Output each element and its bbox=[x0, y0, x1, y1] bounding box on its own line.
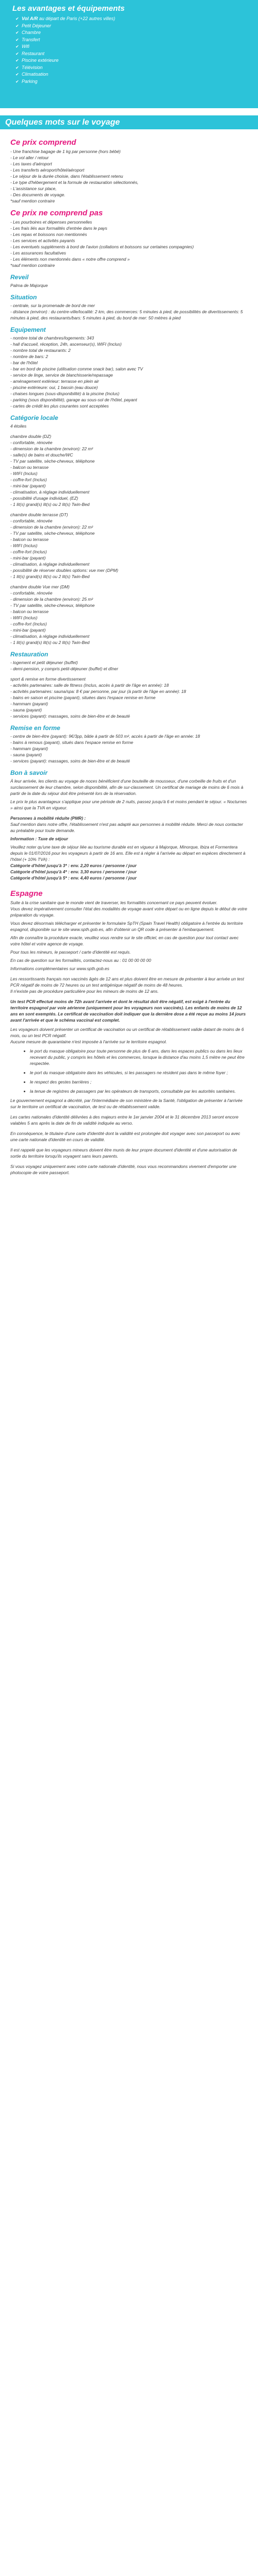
advantage-item-bold: Vol A/R bbox=[22, 16, 38, 21]
text-line: Les voyageurs doivent présenter un certificat de vaccination ou un certificat de rétablissement valide datant de moins de 6 mois, ou un test PCR négatif. bbox=[10, 1027, 244, 1038]
advantage-item bbox=[12, 23, 246, 30]
text-line: - balcon ou terrasse bbox=[10, 537, 49, 542]
espagne-intro: Suite à la crise sanitaire que le monde vient de traverser, les formalités concernant ce pays peuvent évoluer. bbox=[10, 900, 218, 905]
text-line: - activités partenaires: salle de fitness (Inclus, accès à partir de l'âge en année): 18 bbox=[10, 683, 169, 688]
text-line: Afin de connaître la procédure exacte, veuillez vous rendre sur le site officiel, en cas de question pour tout contact avec votre hôtel et votre agence de voyage. bbox=[10, 935, 239, 946]
advantages-list bbox=[12, 15, 246, 85]
bon-savoir-title: Bon à savoir bbox=[10, 769, 48, 776]
text-line: - 1 lit(s) grand(s) lit(s) ou 2 lit(s) Twin-Bed bbox=[10, 640, 90, 645]
text-line: Il est rappelé que les voyageurs mineurs doivent être munis de leur propre document d'identité et d'une autorisation de sortie du territoire lorsqu'ils voyagent sans leurs parents. bbox=[10, 1147, 237, 1159]
advantage-item-label: Transfert bbox=[22, 37, 40, 42]
text-line: - cartes de crédit les plus courantes sont acceptées bbox=[10, 403, 109, 409]
prix-comprend-list bbox=[10, 148, 248, 204]
text-line: - dimension de la chambre (environ): 22 m² bbox=[10, 524, 93, 530]
text-line: En cas de question sur les formalités, contactez-nous au : 01 00 00 00 00 bbox=[10, 958, 151, 963]
text-line: Les ressortissants français non vaccinés âgés de 12 ans et plus doivent être en mesure de présenter à leur arrivée un test PCR négatif de moins de 72 heures ou un test antigénique négatif de moins de 48 heures. bbox=[10, 976, 244, 988]
quelques-mots-box bbox=[0, 115, 258, 129]
advantage-item-label: Télévision bbox=[22, 64, 43, 70]
text-line: - nombre total de chambres/logements: 343 bbox=[10, 335, 94, 341]
text-line: - climatisation, à réglage individuellement bbox=[10, 634, 90, 639]
advantage-item bbox=[12, 15, 246, 23]
spa-text bbox=[10, 676, 248, 719]
check-icon: ✔ bbox=[15, 37, 19, 42]
chambre-double-terrasse-title: chambre double terrasse (DT) bbox=[10, 512, 68, 517]
espagne-lines3 bbox=[10, 1026, 248, 1045]
text-line: - distance (environ) : du centre-ville/localité: 2 km, des commerces: 5 minutes à pied, de possibilités de divertissements: 5 minutes à pied, des restaurants/bars: 5 minutes à pied, du bord de mer: 50 mètres à pied bbox=[10, 309, 243, 320]
text-line: - possibilité de réserver doubles options: vue mer (DPM) bbox=[10, 568, 118, 573]
text-line: - TV par satellite, sèche-cheveux, téléphone bbox=[10, 459, 95, 464]
text-line: - Le vol aller / retour bbox=[10, 155, 49, 160]
text-line: - bar en bord de piscine (utilisation comme snack bar), salon avec TV bbox=[10, 366, 143, 371]
check-icon: ✔ bbox=[15, 65, 19, 70]
text-line: - confortable, rénovée bbox=[10, 518, 53, 523]
text-line: - piscine extérieure: oui, 1 bassin (eau douce) bbox=[10, 385, 98, 390]
text-line: - Les éléments non mentionnés dans « notre offre comprend » bbox=[10, 257, 130, 262]
chambre-double-vue-mer-title: chambre double Vue mer (DM) bbox=[10, 584, 70, 589]
text-line: - centre de bien-être (payant): 9€/3pp, bâtie à partir de 503 m², accès à partir de l'âge en année: 18 bbox=[10, 734, 200, 739]
advantage-item-label: Restaurant bbox=[22, 50, 45, 56]
text-line: Le gouvernement espagnol a décrété, par l'intermédiaire de son ministère de la Santé, l'obligation de présenter à l'arrivée sur le territoire un certificat de vaccination, de test ou de rétablissement valide. bbox=[10, 1098, 243, 1109]
prix-ne-comprend-title: Ce prix ne comprend pas bbox=[10, 209, 103, 217]
advantage-item bbox=[12, 43, 246, 50]
text-line: 4 étoiles bbox=[10, 423, 27, 429]
check-icon: ✔ bbox=[15, 79, 19, 84]
text-line: - service de linge, service de blanchisserie/repassage bbox=[10, 372, 113, 378]
advantages-box bbox=[0, 0, 258, 108]
text-line: Information : Taxe de séjour bbox=[10, 836, 68, 841]
text-line: - hall d'accueil, réception, 24h, ascenseur(s), WIFI (Inclus) bbox=[10, 342, 122, 347]
text-line: - possibilité d'usage individuel, (EZ) bbox=[10, 496, 78, 501]
text-line: - aménagement extérieur: terrasse en plein air bbox=[10, 379, 99, 384]
text-line: - TV par satellite, sèche-cheveux, téléphone bbox=[10, 603, 95, 608]
text-line: - climatisation, à réglage individuellement bbox=[10, 562, 90, 567]
restauration-list bbox=[10, 659, 248, 672]
chambre-double-list bbox=[10, 439, 248, 507]
advantage-item-label: Petit Déjeuner bbox=[22, 23, 52, 28]
reveil-text bbox=[10, 282, 248, 289]
bullet-item: • le port du masque obligatoire pour toute personne de plus de 6 ans, dans les espaces publics ou dans les lieux recevant du public, y compris les hôtels et les commerces, lorsque la distance d'au moins 1,5 mètre ne peut être respectée. bbox=[30, 1048, 248, 1066]
text-line: - Les assurances facultatives bbox=[10, 250, 66, 256]
check-icon: ✔ bbox=[15, 51, 19, 56]
remise-forme-list bbox=[10, 733, 248, 764]
text-line: Catégorie d'hôtel jusqu'à 3* : env. 2,20 euros / personne / jour bbox=[10, 863, 137, 868]
advantage-item bbox=[12, 37, 246, 44]
check-icon: ✔ bbox=[15, 30, 19, 35]
text-line: - nombre de bars: 2 bbox=[10, 354, 49, 359]
text-line: Palma de Majorque bbox=[10, 283, 48, 288]
reveil-title: Reveil bbox=[10, 274, 29, 281]
content bbox=[0, 129, 258, 1176]
advantage-item bbox=[12, 50, 246, 58]
text-line: - WIFI (Inclus) bbox=[10, 543, 38, 548]
advantage-item bbox=[12, 71, 246, 78]
check-icon: ✔ bbox=[15, 16, 19, 21]
text-line: - salle(s) de bains et douche/WC bbox=[10, 452, 73, 457]
text-line: En conséquence, le titulaire d'une carte d'identité dont la validité est prolongée doit voyager avec son passeport ou avec une carte nationale d'identité en cours de validité. bbox=[10, 1131, 240, 1142]
prix-comprend-title: Ce prix comprend bbox=[10, 138, 76, 147]
check-icon: ✔ bbox=[15, 44, 19, 49]
text-line: Veuillez noter qu'une taxe de séjour liée au tourisme durable est en vigueur à Majorque, Minorque, Ibiza et Formentera depuis le 01/07/2016 pour les voyageurs à partir de 16 ans. Elle est à régler à l'arrivée au départ en espèces directement à l'hôtel (+ 10% TVA) : bbox=[10, 844, 246, 862]
text-line: - confortable, rénovée bbox=[10, 440, 53, 445]
text-line: Catégorie d'hôtel jusqu'à 5* : env. 4,40 euros / personne / jour bbox=[10, 875, 137, 880]
text-line: Aucune mesure de quarantaine n'est imposée à l'arrivée sur le territoire espagnol. bbox=[10, 1039, 167, 1044]
advantage-item bbox=[12, 57, 246, 64]
text-line: - confortable, rénovée bbox=[10, 590, 53, 596]
chambre-double-terrasse-list bbox=[10, 518, 248, 580]
text-line: Vous devez impérativement consulter l'état des modalités de voyage avant votre départ ou en ligne depuis le début de votre préparation du voyage. bbox=[10, 906, 247, 918]
espagne-lines4 bbox=[10, 1097, 248, 1176]
text-line: Informations complémentaires sur www.spth.gob.es bbox=[10, 966, 109, 971]
advantage-item-label: au départ de Paris (+22 autres villes) bbox=[38, 16, 116, 21]
text-line: - mini-bar (payant) bbox=[10, 483, 46, 488]
text-line: *sauf mention contraire bbox=[10, 263, 55, 268]
advantage-item bbox=[12, 29, 246, 37]
chambre-double-title: chambre double (DZ) bbox=[10, 434, 52, 439]
quelques-mots-title: Quelques mots sur le voyage bbox=[5, 118, 120, 127]
text-line: Vous devez désormais télécharger et présenter le formulaire SpTH (Spain Travel Health) obligatoire à l'entrée du territoire espagnol, disponible sur le site www.spth.gob.es, afin d'obtenir un QR code à présenter à l'embarquement. bbox=[10, 921, 243, 932]
text-line: - Les repas et boissons non mentionnés bbox=[10, 232, 87, 237]
text-line: - sauna (payant) bbox=[10, 752, 42, 757]
personnes-mobilite-text bbox=[10, 821, 248, 881]
text-line: - chaises longues (sous-disponibilité) à la piscine (Inclus) bbox=[10, 391, 120, 396]
page bbox=[0, 0, 258, 1176]
text-line: Si vous voyagez uniquement avec votre carte nationale d'identité, nous vous recommandons vivement d'emporter une photocopie de votre passeport. bbox=[10, 1164, 237, 1175]
espagne-title: Espagne bbox=[10, 889, 43, 898]
equipement-title: Equipement bbox=[10, 326, 46, 333]
equipement-list bbox=[10, 335, 248, 409]
text-line: - balcon ou terrasse bbox=[10, 609, 49, 614]
text-line: - mini-bar (payant) bbox=[10, 555, 46, 561]
text-line: - 1 lit(s) grand(s) lit(s) ou 2 lit(s) Twin-Bed bbox=[10, 502, 90, 507]
text-line: Le prix le plus avantageux s'applique pour une période de 2 nuits, passez jusqu'à 6 et moins pendant le séjour. « Nocturnes » ainsi que la TVA en vigueur. bbox=[10, 799, 247, 810]
restauration-title: Restauration bbox=[10, 651, 49, 658]
text-line: - dimension de la chambre (environ): 25 m² bbox=[10, 597, 93, 602]
bullet-item: • la tenue de registres de passagers par les opérateurs de transports, consultable par les autorités sanitaires. bbox=[30, 1088, 248, 1094]
text-line: - TV par satellite, sèche-cheveux, téléphone bbox=[10, 531, 95, 536]
categorie-text bbox=[10, 423, 248, 429]
text-line: - mini-bar (payant) bbox=[10, 628, 46, 633]
text-line: - Les taxes d'aéroport bbox=[10, 161, 52, 166]
text-line: - dimension de la chambre (environ): 22 m² bbox=[10, 446, 93, 451]
text-line: - WIFI (Inclus) bbox=[10, 471, 38, 476]
text-line: - Des documents de voyage. bbox=[10, 192, 66, 197]
text-line: - balcon ou terrasse bbox=[10, 465, 49, 470]
personnes-mobilite-title: Personnes à mobilité réduite (PMR) : bbox=[10, 816, 86, 821]
bullet-item: • le port du masque obligatoire dans les véhicules, si les passagers ne résident pas dans le même foyer ; bbox=[30, 1070, 248, 1076]
advantage-item bbox=[12, 78, 246, 86]
text-line: - coffre-fort (Inclus) bbox=[10, 477, 47, 482]
advantage-item bbox=[12, 64, 246, 72]
text-line: - centrale, sur la promenade de bord de mer bbox=[10, 303, 95, 308]
prix-ne-comprend-list bbox=[10, 219, 248, 268]
text-line: - parking (sous disponibilité), garage au sous-sol de l'hôtel, payant bbox=[10, 397, 137, 402]
text-line: - logement et petit déjeuner (buffet) bbox=[10, 660, 78, 665]
text-line: - Une franchise bagage de 1 kg par personne (hors bébé) bbox=[10, 149, 121, 154]
text-line: - demi-pension, y compris petit-déjeuner (buffet) et dîner bbox=[10, 666, 119, 671]
text-line: - WIFI (Inclus) bbox=[10, 615, 38, 620]
chambre-double-vue-mer-list bbox=[10, 590, 248, 646]
text-line: - bar de l'hôtel bbox=[10, 360, 38, 365]
text-line: - nombre total de restaurants: 2 bbox=[10, 348, 71, 353]
espagne-lines1 bbox=[10, 906, 248, 972]
text-line: - coffre-fort (Inclus) bbox=[10, 549, 47, 554]
check-icon: ✔ bbox=[15, 72, 19, 77]
check-icon: ✔ bbox=[15, 23, 19, 28]
advantage-item-label: Chambre bbox=[22, 30, 41, 35]
text-line: - Le séjour de la durée choisie, dans l'établissement retenu bbox=[10, 174, 123, 179]
text-line: - services (payant): massages, soins de bien-être et de beauté bbox=[10, 758, 130, 764]
text-line: - Les eventuels suppléments à bord de l'avion (collations et boissons sur certaines compagnies) bbox=[10, 244, 194, 249]
advantage-item-label: Climatisation bbox=[22, 72, 49, 77]
text-line: - Les pourboires et dépenses personnelles bbox=[10, 219, 92, 225]
situation-text bbox=[10, 302, 248, 321]
text-line: - sauna (payant) bbox=[10, 707, 42, 713]
bon-savoir-text bbox=[10, 778, 248, 811]
advantage-item-label: Wifi bbox=[22, 44, 29, 49]
text-line: *sauf mention contraire bbox=[10, 198, 55, 204]
text-line: - climatisation, à réglage individuellement bbox=[10, 489, 90, 495]
text-line: - 1 lit(s) grand(s) lit(s) ou 2 lit(s) Twin-Bed bbox=[10, 574, 90, 579]
text-line: Catégorie d'hôtel jusqu'à 4* : env. 3,30 euros / personne / jour bbox=[10, 869, 137, 874]
text-line: sport & remise en forme divertissement bbox=[10, 676, 86, 682]
text-line: - L'assistance sur place, bbox=[10, 186, 57, 191]
advantage-item-label: Parking bbox=[22, 78, 38, 84]
check-icon: ✔ bbox=[15, 58, 19, 63]
espagne-bullets bbox=[30, 1048, 248, 1094]
text-line: - Les services et activités payants bbox=[10, 238, 75, 243]
text-line: - hammam (payant) bbox=[10, 701, 49, 706]
situation-title: Situation bbox=[10, 294, 37, 301]
advantage-item-label: Piscine extérieure bbox=[22, 58, 59, 63]
categorie-title: Catégorie locale bbox=[10, 414, 58, 421]
text-line: - services (payant): massages, soins de bien-être et de beauté bbox=[10, 714, 130, 719]
text-line: - bains en saison et piscine (payant), situées dans l'espace remise en forme bbox=[10, 695, 156, 700]
text-line: - coffre-fort (Inclus) bbox=[10, 621, 47, 626]
text-line: - Le type d'hébergement et la formule de restauration sélectionnés, bbox=[10, 180, 139, 185]
bullet-item: • le respect des gestes barrières ; bbox=[30, 1079, 248, 1085]
advantages-title: Les avantages et équipements bbox=[12, 4, 125, 13]
text-line: - hammam (payant) bbox=[10, 746, 49, 751]
text-line: Il n'existe pas de procédure particulière pour les mineurs de moins de 12 ans. bbox=[10, 989, 159, 994]
text-line: Pour tous les mineurs, le passeport / carte d'identité est requis. bbox=[10, 950, 131, 955]
remise-forme-title: Remise en forme bbox=[10, 724, 60, 732]
text-line: - activités partenaires: sauna/spa: 8 € par personne, par jour (à partir de l'âge en année): 18 bbox=[10, 689, 186, 694]
text-line: À leur arrivée, les clients au voyage de noces bénéficient d'une bouteille de mousseux, d'une corbeille de fruits et d'un surclassement de leur chambre, selon disponibilité, afin de sur-classement. Un certificat de mariage de moins de 6 mois à partir de la date du séjour doit être présenté lors de la réservation. bbox=[10, 778, 244, 796]
text-line: - bains à remous (payant), situés dans l'espace remise en forme bbox=[10, 740, 134, 745]
espagne-lines2 bbox=[10, 976, 248, 994]
text-line: - Les transferts aéroport/hôtel/aéroport bbox=[10, 167, 85, 173]
text-line: - Les frais liés aux formalités d'entrée dans le pays bbox=[10, 226, 107, 231]
text-line: Sauf mention dans notre offre, l'établissement n'est pas adapté aux personnes à mobilité réduite. Merci de nous contacter au préalable pour toute demande. bbox=[10, 822, 244, 833]
espagne-pcr: Un test PCR effectué moins de 72h avant l'arrivée et dont le résultat doit être négatif, est exigé à l'entrée du territoire espagnol par voie aérienne (uniquement pour les voyageurs non vaccinés). Les enfants de moins de 12 ans en sont exemptés. Le certificat de vaccination doit indiquer que la dernière dose a été reçue au moins 14 jours avant l'arrivée et que le schéma vaccinal est complet. bbox=[10, 999, 246, 1023]
text-line: Les cartes nationales d'identité délivrées à des majeurs entre le 1er janvier 2004 et le 31 décembre 2013 seront encore valables 5 ans après la date de fin de validité indiquée au verso. bbox=[10, 1114, 239, 1126]
